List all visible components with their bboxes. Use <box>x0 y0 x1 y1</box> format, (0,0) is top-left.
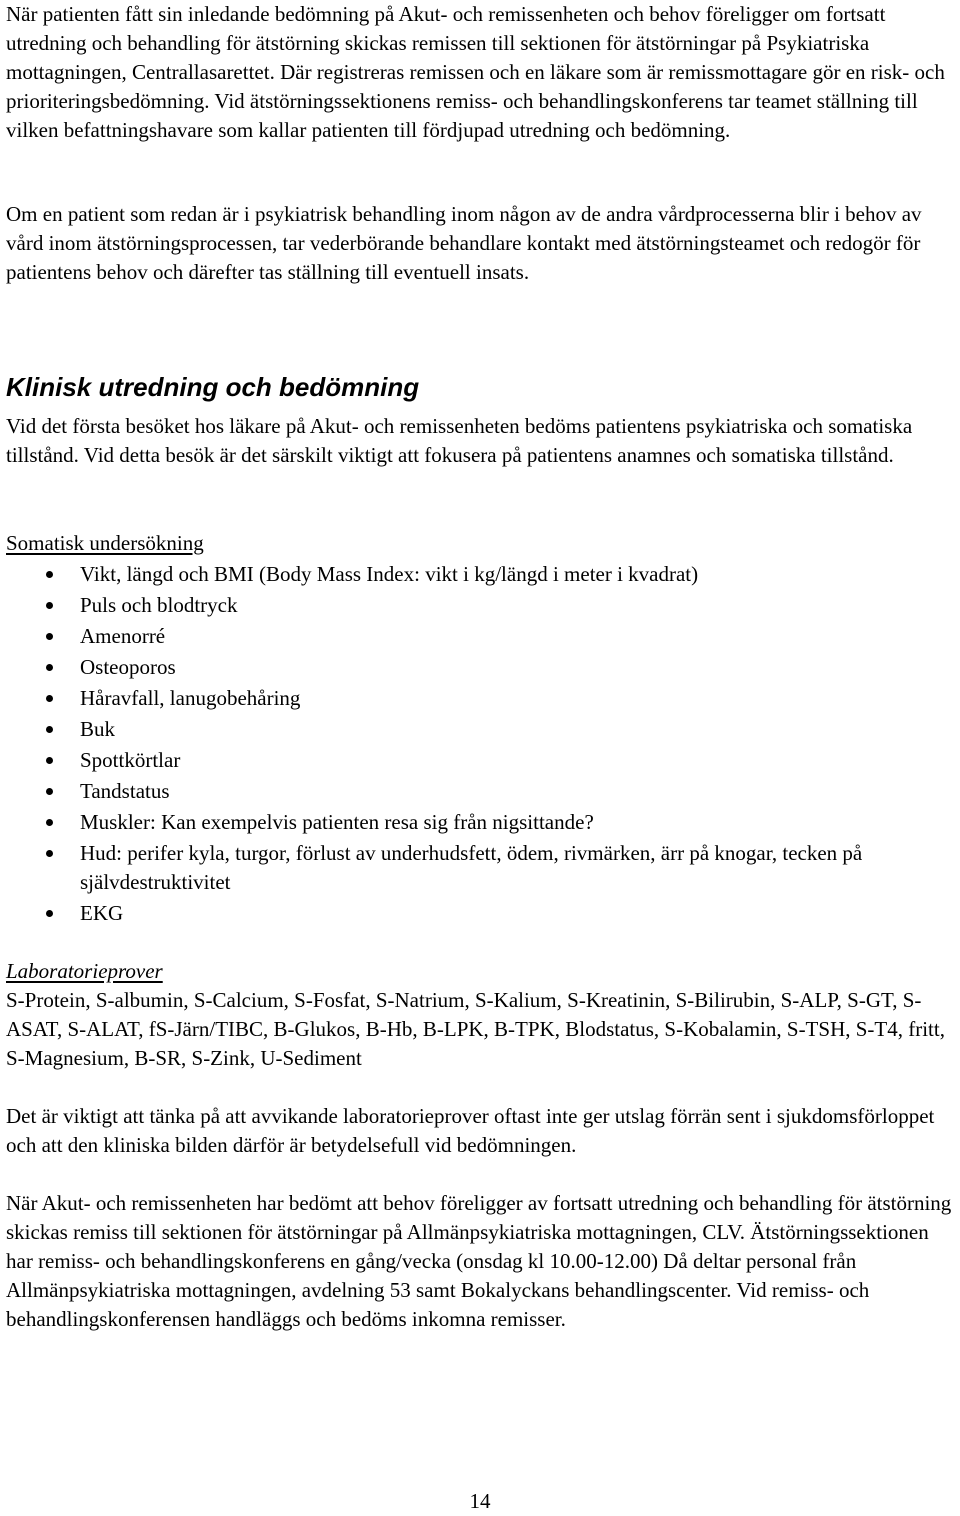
list-item <box>6 746 958 775</box>
list-item-text: EKG <box>80 901 124 925</box>
list-item <box>6 684 958 713</box>
bullet-icon <box>46 695 53 702</box>
bullet-icon <box>46 664 53 671</box>
list-item <box>6 591 958 620</box>
referral-paragraph: När Akut- och remissenheten har bedömt att behov föreligger av fortsatt utredning och behandling för ätstörning skickas remiss till sektionen för ätstörningar på Allmänpsykiatriska mottagningen, CLV. Ätstörningssektionen har remiss- och behandlingskonferens en gång/vecka (onsdag kl 10.00-12.00) Då deltar personal från Allmänpsykiatriska mottagningen, avdelning 53 samt Bokalyckans behandlingscenter. Vid remiss- och behandlingskonferensen handläggs och bedöms inkomna remisser. <box>6 1191 952 1331</box>
list-item-text: Hud: perifer kyla, turgor, förlust av underhudsfett, ödem, rivmärken, ärr på knogar, tecken på självdestruktivitet <box>80 841 863 894</box>
list-item-text: Spottkörtlar <box>80 748 181 772</box>
bullet-icon <box>46 602 53 609</box>
bullet-icon <box>46 910 53 917</box>
bullet-icon <box>46 850 53 857</box>
lab-paragraph: S-Protein, S-albumin, S-Calcium, S-Fosfat, S-Natrium, S-Kalium, S-Kreatinin, S-Bilirubin, S-ALP, S-GT, S-ASAT, S-ALAT, fS-Järn/TIBC, B-Glukos, B-Hb, B-LPK, B-TPK, Blodstatus, S-Kobalamin, S-TSH, S-T4, fritt, S-Magnesium, B-SR, S-Zink, U-Sediment <box>6 988 945 1070</box>
list-item <box>6 560 958 589</box>
list-item <box>6 839 958 897</box>
somatic-heading: Somatisk undersökning <box>6 531 204 555</box>
list-item <box>6 653 958 682</box>
bullet-icon <box>46 819 53 826</box>
list-item <box>6 899 958 928</box>
bullet-icon <box>46 788 53 795</box>
list-item-text: Amenorré <box>80 624 166 648</box>
list-item <box>6 715 958 744</box>
section-paragraph: Vid det första besöket hos läkare på Akut- och remissenheten bedöms patientens psykiatriska och somatiska tillstånd. Vid detta besök är det särskilt viktigt att fokusera på patientens anamnes och somatiska tillstånd. <box>6 414 913 467</box>
list-item-text: Puls och blodtryck <box>80 593 238 617</box>
second-paragraph: Om en patient som redan är i psykiatrisk behandling inom någon av de andra vårdprocesserna blir i behov av vård inom ätstörningsprocessen, tar vederbörande behandlare kontakt med ätstörningsteamet och redogör för patientens behov och därefter tas ställning till eventuell insats. <box>6 202 922 284</box>
bullet-icon <box>46 757 53 764</box>
section-heading: Klinisk utredning och bedömning <box>6 372 420 402</box>
list-item <box>6 622 958 651</box>
list-item-text: Tandstatus <box>80 779 170 803</box>
somatic-list <box>6 560 958 930</box>
list-item <box>6 777 958 806</box>
list-item-text: Buk <box>80 717 116 741</box>
list-item <box>6 808 958 837</box>
bullet-icon <box>46 726 53 733</box>
bullet-icon <box>46 633 53 640</box>
lab-note-paragraph: Det är viktigt att tänka på att avvikande laboratorieprover oftast inte ger utslag förrän sent i sjukdomsförloppet och att den kliniska bilden därför är betydelsefull vid bedömningen. <box>6 1104 935 1157</box>
page-number: 14 <box>469 1489 491 1513</box>
list-item-text: Muskler: Kan exempelvis patienten resa sig från nigsittande? <box>80 810 594 834</box>
intro-paragraph: När patienten fått sin inledande bedömning på Akut- och remissenheten och behov föreligger om fortsatt utredning och behandling för ätstörning skickas remissen till sektionen för ätstörningar på Psykiatriska mottagningen, Centrallasarettet. Där registreras remissen och en läkare som är remissmottagare gör en risk- och prioriteringsbedömning. Vid ätstörningssektionens remiss- och behandlingskonferens tar teamet ställning till vilken befattningshavare som kallar patienten till fördjupad utredning och bedömning. <box>6 2 945 142</box>
lab-heading: Laboratorieprover <box>6 959 163 983</box>
bullet-icon <box>46 571 53 578</box>
list-item-text: Vikt, längd och BMI (Body Mass Index: vikt i kg/längd i meter i kvadrat) <box>80 562 699 586</box>
list-item-text: Osteoporos <box>80 655 176 679</box>
list-item-text: Håravfall, lanugobehåring <box>80 686 301 710</box>
